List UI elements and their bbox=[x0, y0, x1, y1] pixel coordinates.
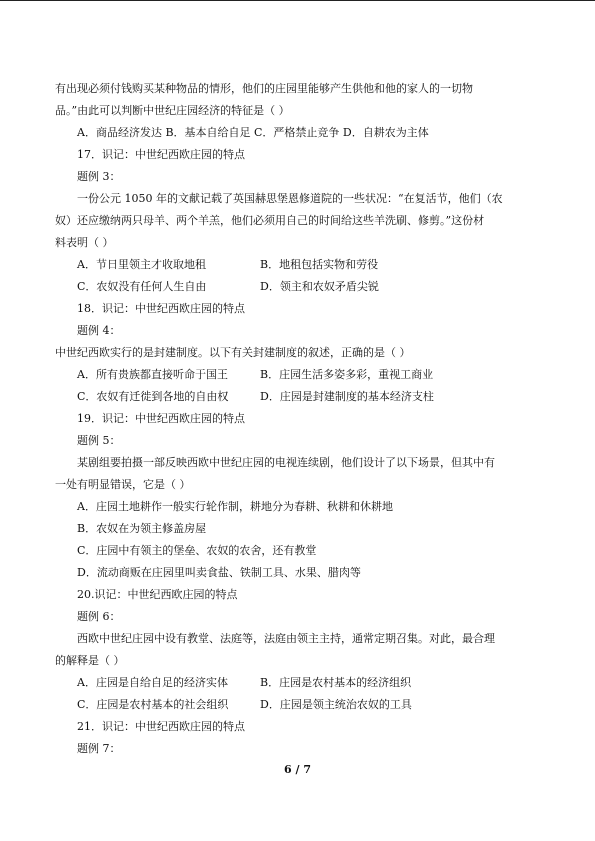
text-line: 题例 7： bbox=[77, 742, 121, 755]
option-right: D．庄园是领主统治农奴的工具 bbox=[260, 698, 412, 711]
option-row bbox=[55, 364, 550, 386]
text-line: 西欧中世纪庄园中设有教堂、法庭等，法庭由领主主持，通常定期召集。对此，最合理 bbox=[77, 632, 495, 645]
text-line: 题例 4： bbox=[77, 324, 121, 337]
option-row bbox=[55, 672, 550, 694]
text-line: 一处有明显错误，它是（ ） bbox=[55, 478, 191, 491]
option-right: B．地租包括实物和劳役 bbox=[260, 258, 379, 271]
option-left: C．农奴没有任何人生自由 bbox=[77, 280, 207, 293]
option-left: A．节日里领主才收取地租 bbox=[77, 258, 206, 271]
text-line: 品。”由此可以判断中世纪庄园经济的特征是（ ） bbox=[55, 104, 290, 117]
text-line: A．商品经济发达 B．基本自给自足 C．严格禁止竞争 D．自耕农为主体 bbox=[77, 126, 429, 139]
option-row bbox=[55, 694, 550, 716]
text-line: 中世纪西欧实行的是封建制度。以下有关封建制度的叙述，正确的是（ ） bbox=[55, 346, 411, 359]
text-line: 奴）还应缴纳两只母羊、两个羊羔，他们必须用自己的时间给这些羊洗刷、修剪。”这份材 bbox=[55, 214, 485, 227]
text-line: A．庄园土地耕作一般实行轮作制，耕地分为春耕、秋耕和休耕地 bbox=[77, 500, 393, 513]
header-rule bbox=[0, 0, 595, 1]
page-number: 6 / 7 bbox=[284, 763, 311, 776]
option-right: B．庄园生活多姿多彩，重视工商业 bbox=[260, 368, 434, 381]
option-left: A．庄园是自给自足的经济实体 bbox=[77, 676, 228, 689]
text-line: 某剧组要拍摄一部反映西欧中世纪庄园的电视连续剧，他们设计了以下场景，但其中有 bbox=[77, 456, 495, 469]
text-line: 料表明（ ） bbox=[55, 236, 114, 249]
option-right: D．庄园是封建制度的基本经济支柱 bbox=[260, 390, 434, 403]
text-line: 一份公元 1050 年的文献记载了英国赫思堡恩修道院的一些状况：“在复活节，他们（农 bbox=[77, 192, 503, 205]
option-left: A．所有贵族都直接听命于国王 bbox=[77, 368, 228, 381]
option-right: B．庄园是农村基本的经济组织 bbox=[260, 676, 412, 689]
text-line: B．农奴在为领主修盖房屋 bbox=[77, 522, 207, 535]
option-left: C．农奴有迁徙到各地的自由权 bbox=[77, 390, 229, 403]
text-line: 题例 6： bbox=[77, 610, 121, 623]
text-line: 20.识记：中世纪西欧庄园的特点 bbox=[77, 588, 238, 601]
text-line: C．庄园中有领主的堡垒、农奴的农舍，还有教堂 bbox=[77, 544, 317, 557]
text-line: 21．识记：中世纪西欧庄园的特点 bbox=[77, 720, 245, 733]
text-line: 题例 5： bbox=[77, 434, 121, 447]
text-line: 题例 3： bbox=[77, 170, 121, 183]
option-row bbox=[55, 386, 550, 408]
option-row bbox=[55, 276, 550, 298]
option-row bbox=[55, 254, 550, 276]
text-line: 17．识记：中世纪西欧庄园的特点 bbox=[77, 148, 245, 161]
document-body bbox=[55, 78, 550, 760]
option-right: D．领主和农奴矛盾尖锐 bbox=[260, 280, 379, 293]
text-line: 18．识记：中世纪西欧庄园的特点 bbox=[77, 302, 245, 315]
text-line: D．流动商贩在庄园里叫卖食盐、铁制工具、水果、腊肉等 bbox=[77, 566, 361, 579]
option-left: C．庄园是农村基本的社会组织 bbox=[77, 698, 229, 711]
text-line: 19．识记：中世纪西欧庄园的特点 bbox=[77, 412, 245, 425]
text-line: 有出现必须付钱购买某种物品的情形，他们的庄园里能够产生供他和他的家人的一切物 bbox=[55, 82, 473, 95]
text-line: 的解释是（ ） bbox=[55, 654, 125, 667]
